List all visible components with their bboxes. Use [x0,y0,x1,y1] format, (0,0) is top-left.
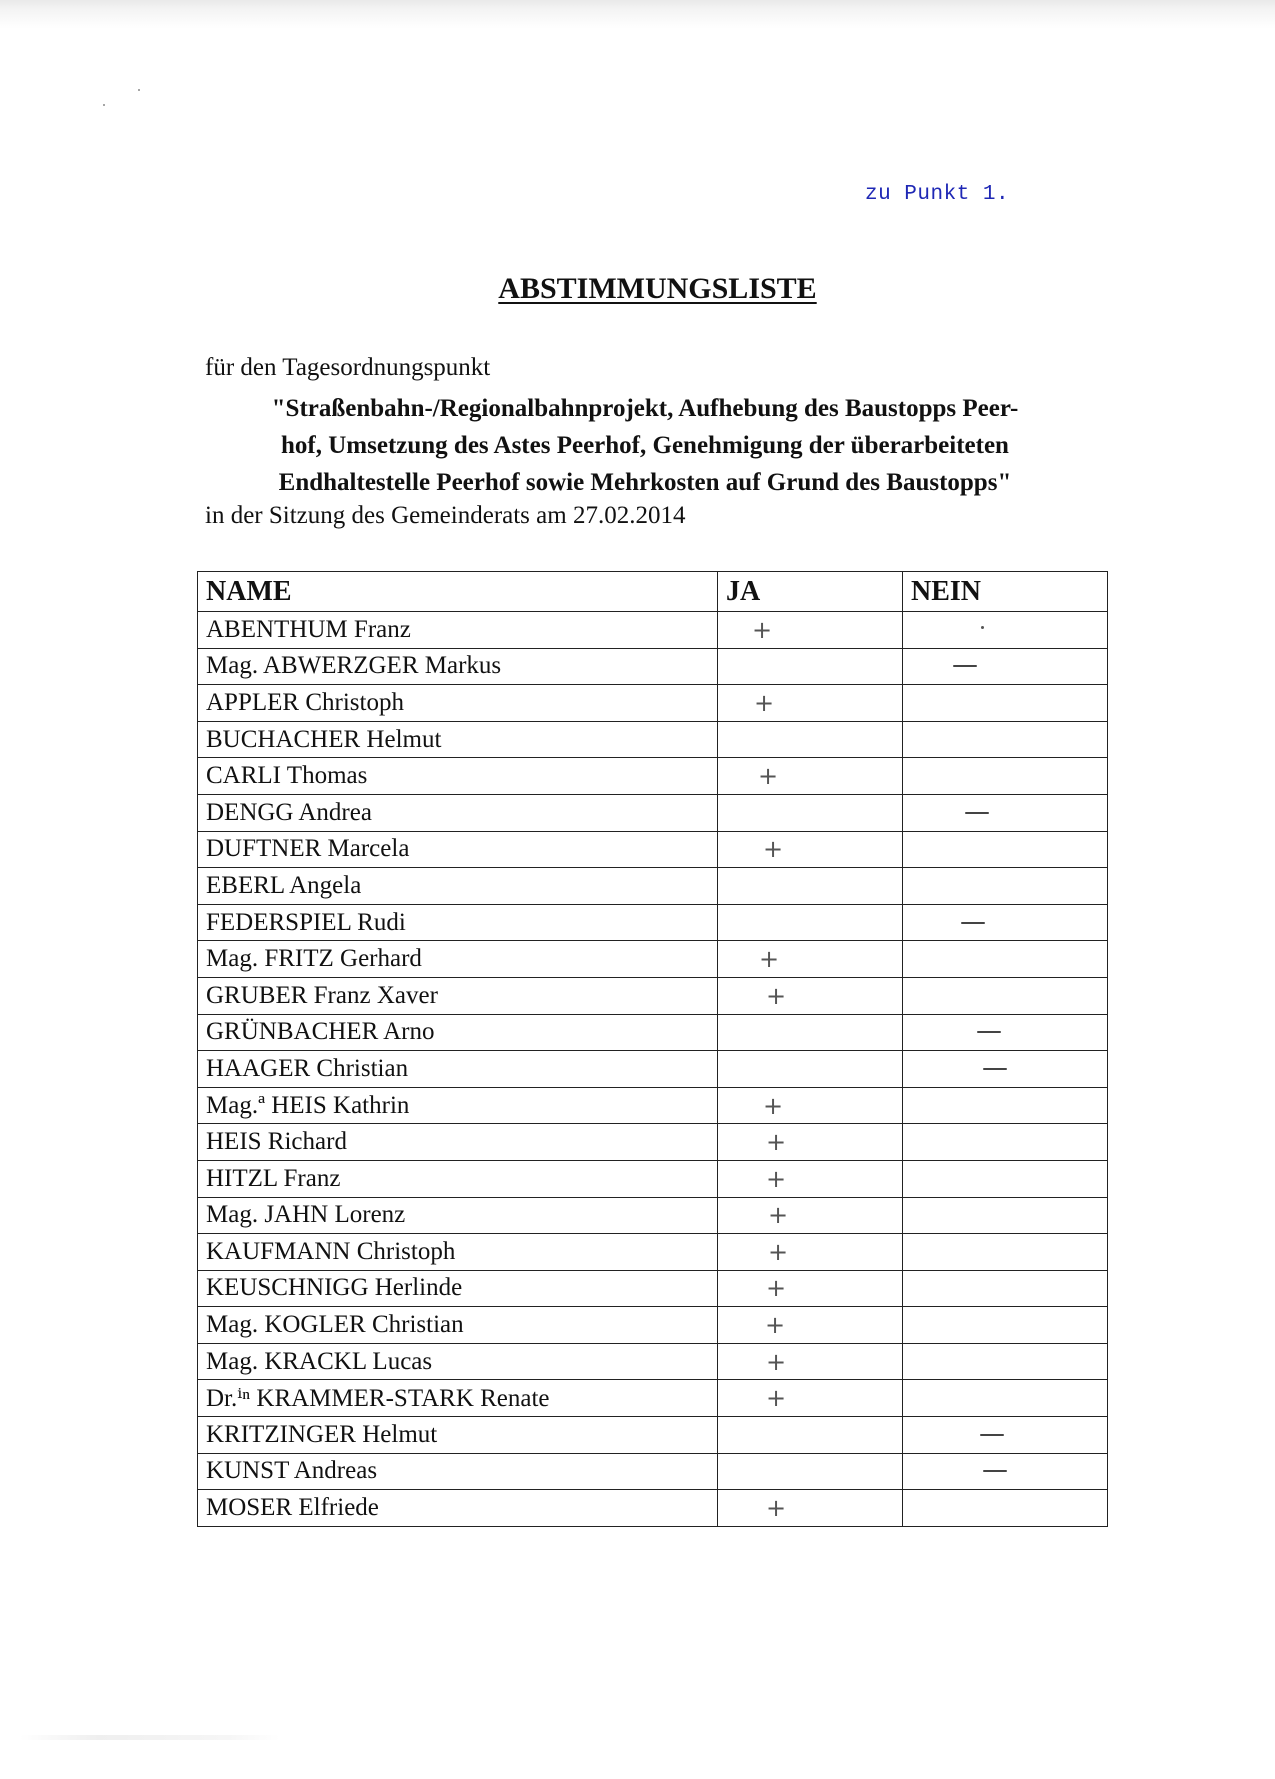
nein-cell [903,1307,1108,1344]
ja-cell [718,1453,903,1490]
voter-name: HAAGER Christian [198,1051,718,1088]
ja-cell [718,1417,903,1454]
voter-name: Mag. KOGLER Christian [198,1307,718,1344]
table-row [198,721,1108,758]
voter-name: GRUBER Franz Xaver [198,977,718,1014]
ja-cell [718,941,903,978]
table-row [198,1087,1108,1124]
nein-cell [903,1490,1108,1527]
ja-cell [718,1124,903,1161]
scan-speck [138,89,140,91]
table-row [198,1453,1108,1490]
table-row [198,904,1108,941]
nein-cell [903,1160,1108,1197]
agenda-reference: zu Punkt 1. [865,183,1010,206]
voter-name: KAUFMANN Christoph [198,1234,718,1271]
table-row [198,1124,1108,1161]
nein-cell [903,1270,1108,1307]
yes-mark-icon: + [765,1347,787,1376]
yes-mark-icon: + [767,1237,789,1266]
voting-table-body [198,612,1108,1527]
scan-shadow-top [0,0,1275,38]
no-mark-icon [983,1068,1007,1070]
table-row [198,1417,1108,1454]
column-header-ja: JA [718,572,903,612]
table-row [198,685,1108,722]
ja-cell [718,1197,903,1234]
voter-name: GRÜNBACHER Arno [198,1014,718,1051]
table-header-row [198,572,1108,612]
ja-cell [718,794,903,831]
agenda-topic-line: "Straßenbahn-/Regionalbahnprojekt, Aufhebung des Baustopps Peer- [271,395,1019,422]
ja-cell [718,868,903,905]
nein-cell [903,904,1108,941]
nein-cell [903,612,1108,649]
column-header-nein: NEIN [903,572,1108,612]
column-header-name: NAME [198,572,718,612]
table-row [198,648,1108,685]
yes-mark-icon: + [765,1384,787,1413]
ja-cell [718,758,903,795]
nein-cell [903,685,1108,722]
ja-cell [718,1307,903,1344]
table-row [198,1051,1108,1088]
ja-cell [718,1087,903,1124]
yes-mark-icon: + [751,615,773,644]
stray-dot [981,626,984,629]
voter-name: ABENTHUM Franz [198,612,718,649]
nein-cell [903,868,1108,905]
voter-name: BUCHACHER Helmut [198,721,718,758]
nein-cell [903,758,1108,795]
table-row [198,758,1108,795]
nein-cell [903,721,1108,758]
ja-cell [718,1160,903,1197]
yes-mark-icon: + [765,981,787,1010]
voter-name: DENGG Andrea [198,794,718,831]
voter-name: EBERL Angela [198,868,718,905]
ja-cell [718,1343,903,1380]
ja-cell [718,1014,903,1051]
agenda-topic [205,390,1085,501]
table-row [198,612,1108,649]
ja-cell [718,685,903,722]
voter-name: Mag. JAHN Lorenz [198,1197,718,1234]
table-row [198,1197,1108,1234]
voter-name: DUFTNER Marcela [198,831,718,868]
intro-text: für den Tagesordnungspunkt [205,354,491,381]
nein-cell [903,1343,1108,1380]
agenda-topic-line: hof, Umsetzung des Astes Peerhof, Genehmigung der überarbeiteten [281,432,1009,459]
yes-mark-icon: + [762,1091,784,1120]
agenda-topic-line: Endhaltestelle Peerhof sowie Mehrkosten auf Grund des Baustopps" [278,469,1012,496]
yes-mark-icon: + [765,1164,787,1193]
nein-cell [903,1453,1108,1490]
yes-mark-icon: + [762,835,784,864]
voter-name: Mag.ª HEIS Kathrin [198,1087,718,1124]
table-row [198,1270,1108,1307]
ja-cell [718,721,903,758]
ja-cell [718,831,903,868]
table-row [198,1490,1108,1527]
nein-cell [903,831,1108,868]
voter-name: Dr.ⁱⁿ KRAMMER-STARK Renate [198,1380,718,1417]
table-row [198,1014,1108,1051]
ja-cell [718,904,903,941]
nein-cell [903,1380,1108,1417]
ja-cell [718,648,903,685]
session-text: in der Sitzung des Gemeinderats am 27.02.2014 [205,502,686,529]
ja-cell [718,1490,903,1527]
table-row [198,1343,1108,1380]
table-row [198,868,1108,905]
nein-cell [903,794,1108,831]
nein-cell [903,1417,1108,1454]
yes-mark-icon: + [753,688,775,717]
no-mark-icon [980,1434,1004,1436]
table-row [198,1307,1108,1344]
table-row [198,1234,1108,1271]
document-title: ABSTIMMUNGSLISTE [498,272,817,305]
yes-mark-icon: + [767,1201,789,1230]
voter-name: KRITZINGER Helmut [198,1417,718,1454]
nein-cell [903,1234,1108,1271]
nein-cell [903,1087,1108,1124]
ja-cell [718,612,903,649]
no-mark-icon [983,1470,1007,1472]
table-row [198,831,1108,868]
voter-name: Mag. FRITZ Gerhard [198,941,718,978]
yes-mark-icon: + [765,1274,787,1303]
yes-mark-icon: + [765,1494,787,1523]
nein-cell [903,977,1108,1014]
yes-mark-icon: + [764,1311,786,1340]
table-row [198,1380,1108,1417]
table-row [198,1160,1108,1197]
table-row [198,794,1108,831]
voter-name: Mag. KRACKL Lucas [198,1343,718,1380]
voter-name: HEIS Richard [198,1124,718,1161]
table-row [198,941,1108,978]
nein-cell [903,1051,1108,1088]
ja-cell [718,1234,903,1271]
yes-mark-icon: + [765,1128,787,1157]
nein-cell [903,1014,1108,1051]
yes-mark-icon: + [758,945,780,974]
table-row [198,977,1108,1014]
ja-cell [718,1051,903,1088]
scan-shadow-bottom [20,1735,280,1740]
nein-cell [903,941,1108,978]
no-mark-icon [961,922,985,924]
ja-cell [718,1270,903,1307]
ja-cell [718,977,903,1014]
voter-name: MOSER Elfriede [198,1490,718,1527]
voter-name: Mag. ABWERZGER Markus [198,648,718,685]
voter-name: FEDERSPIEL Rudi [198,904,718,941]
ja-cell [718,1380,903,1417]
no-mark-icon [965,812,989,814]
yes-mark-icon: + [757,762,779,791]
no-mark-icon [977,1031,1001,1033]
voter-name: KEUSCHNIGG Herlinde [198,1270,718,1307]
voter-name: KUNST Andreas [198,1453,718,1490]
no-mark-icon [953,665,977,667]
scan-speck [103,104,105,106]
voter-name: HITZL Franz [198,1160,718,1197]
nein-cell [903,1197,1108,1234]
voter-name: CARLI Thomas [198,758,718,795]
nein-cell [903,1124,1108,1161]
nein-cell [903,648,1108,685]
voting-table [197,571,1108,1527]
voter-name: APPLER Christoph [198,685,718,722]
